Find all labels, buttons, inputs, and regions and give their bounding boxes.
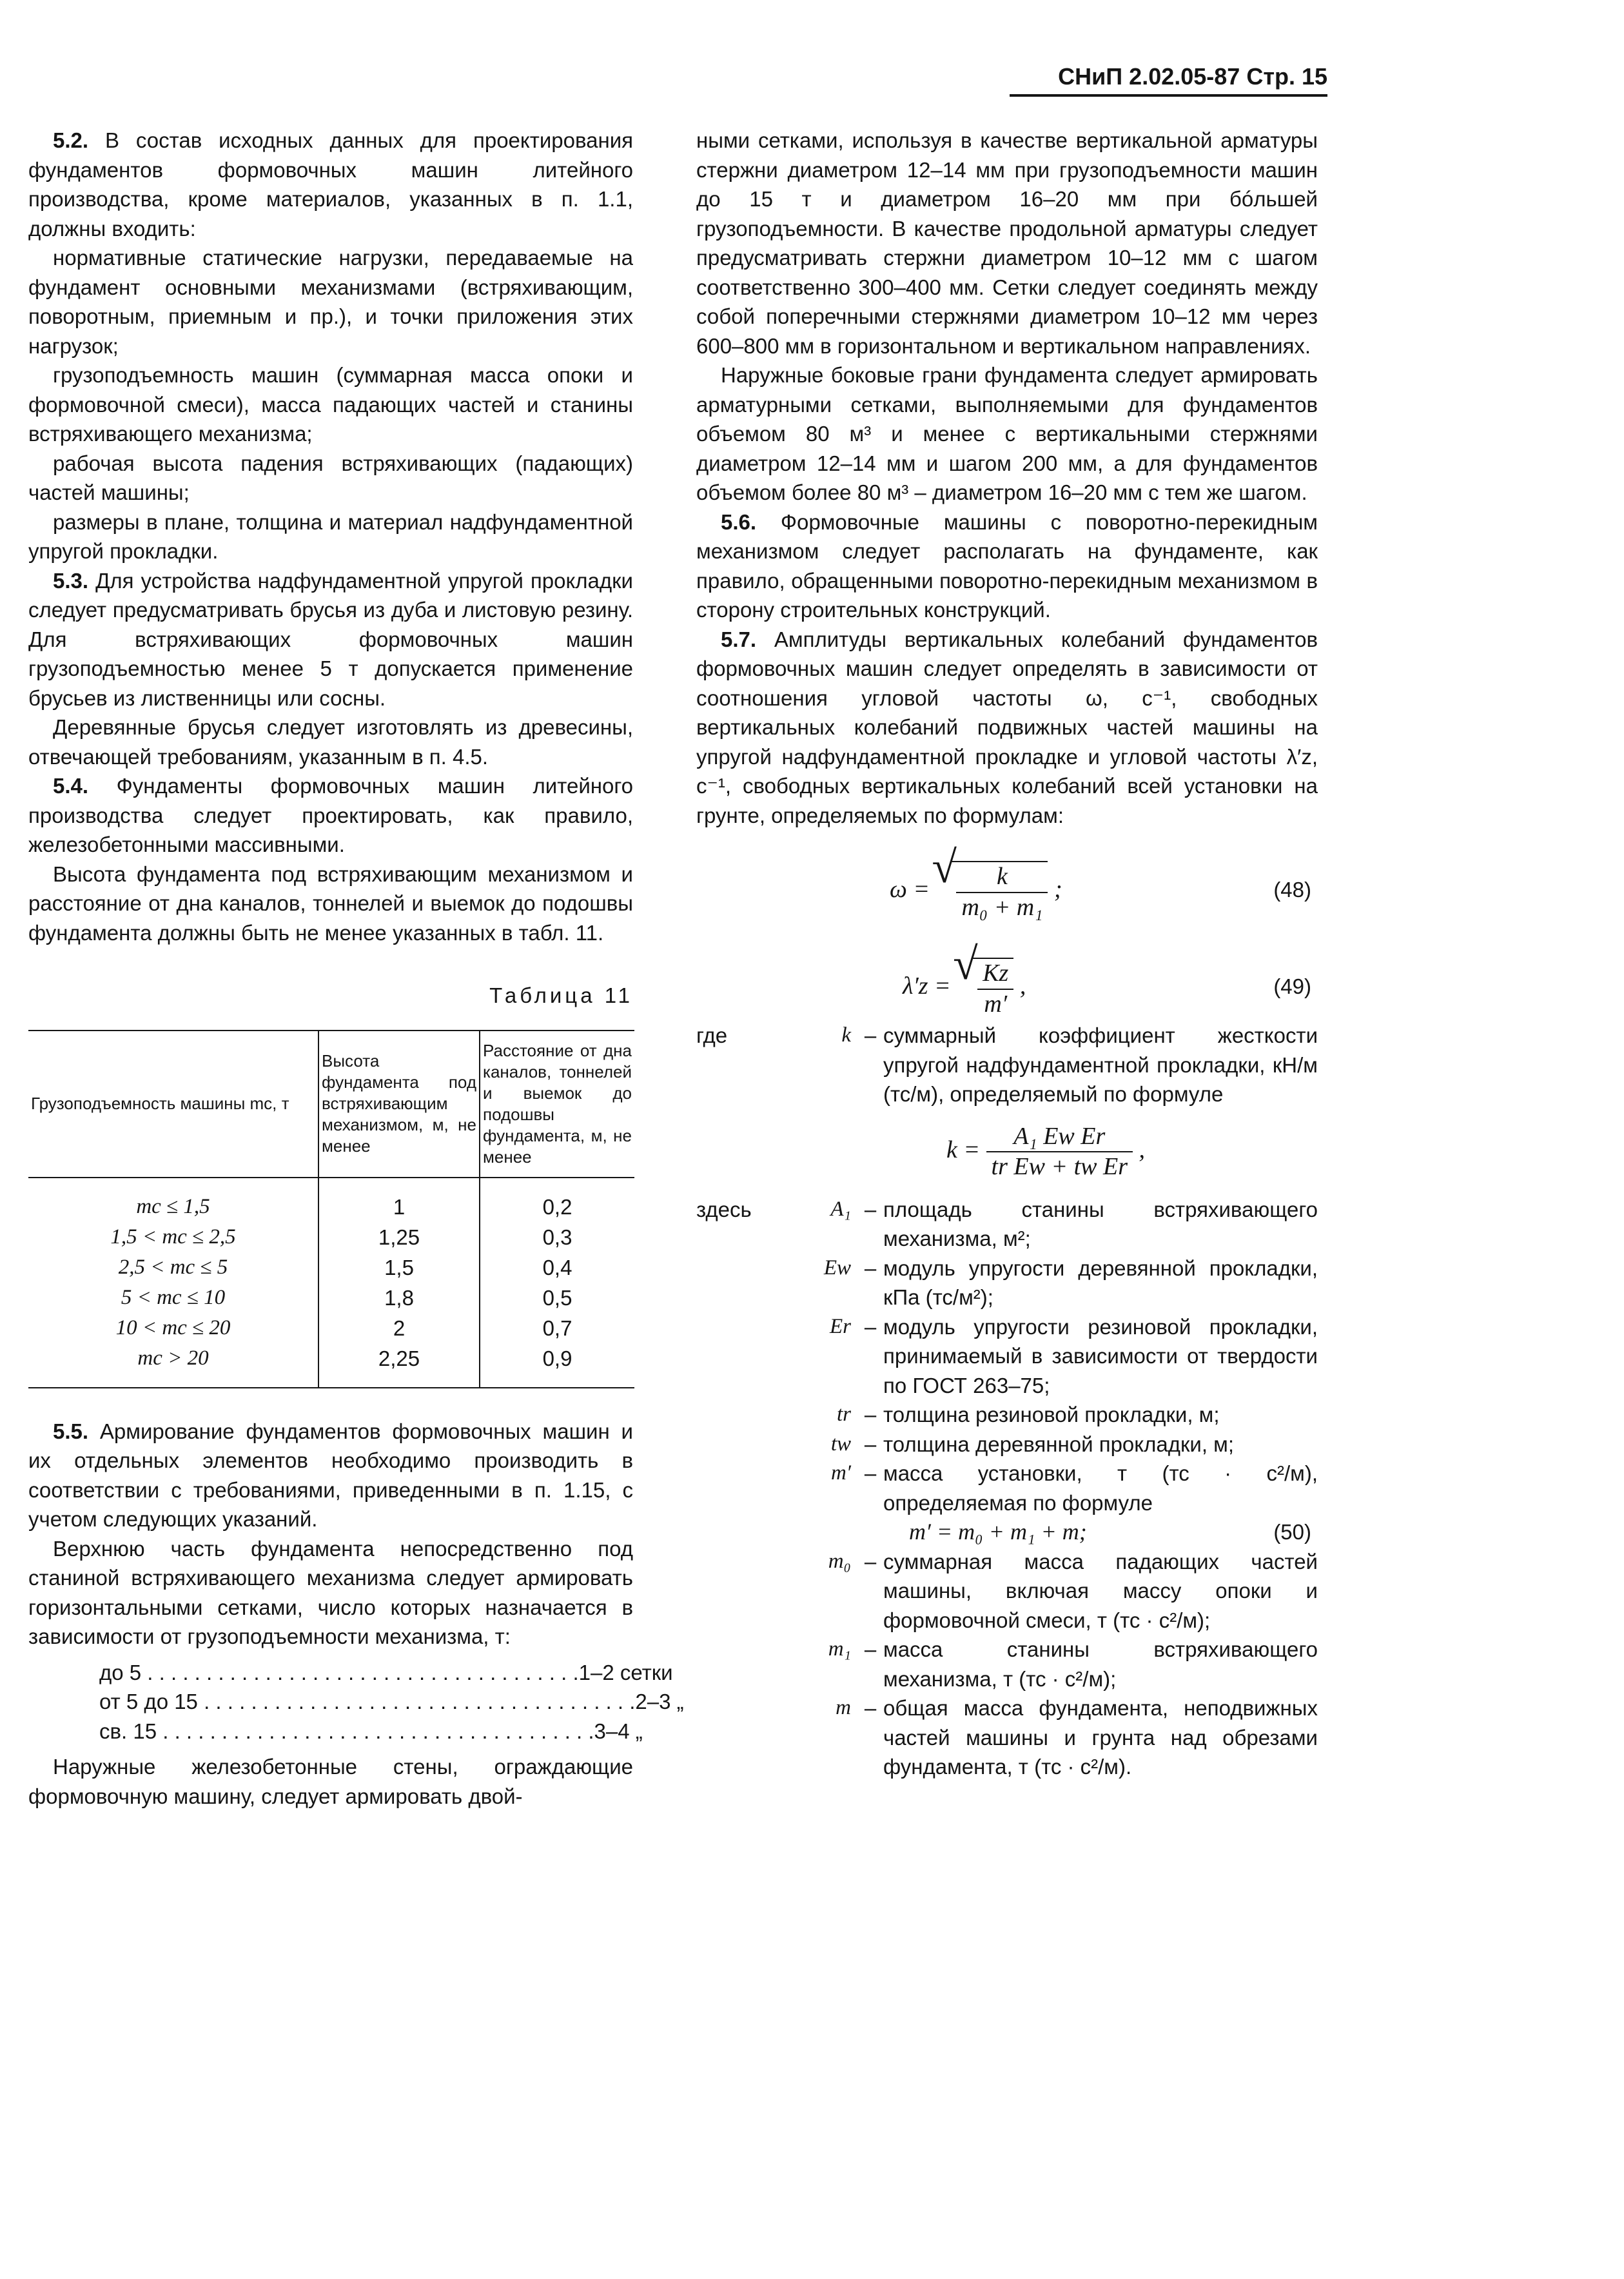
here-label: здесь (696, 1197, 752, 1221)
grade-range: св. 15 (99, 1719, 157, 1743)
left-column (28, 126, 684, 1811)
table-cell: 10 < mс ≤ 20 (28, 1313, 318, 1343)
formula-49 (696, 952, 1318, 1017)
paragraph-text: В состав исходных данных для проектирования фундаментов формовочных машин литейного производства, кроме материалов, указанных в п. 1.1, должны входить: (28, 128, 633, 241)
formula-tail: , (1139, 1136, 1145, 1163)
table-cell: 0,3 (480, 1222, 634, 1252)
table-row (28, 1222, 634, 1252)
definition-text: масса станины встряхивающего механизма, т (тс · с²/м); (883, 1637, 1318, 1691)
definition-dash: – (864, 1403, 877, 1426)
table-cell: 1,5 < mс ≤ 2,5 (28, 1222, 318, 1252)
definition-row (696, 1021, 1318, 1109)
table-cell: 2,25 (318, 1343, 480, 1388)
table-cell: 1,5 (318, 1252, 480, 1283)
definition-symbol: m₁ (828, 1637, 851, 1661)
paragraph-5-7 (696, 625, 1318, 831)
definition-dash: – (864, 1256, 877, 1280)
fraction (977, 959, 1013, 1019)
grade-row (99, 1687, 684, 1717)
paragraph: Деревянные брусья следует изготовлять из древесины, отвечающей требованиям, указанным в п. 4.5. (28, 715, 633, 769)
list-item: нормативные статические нагрузки, передаваемые на фундамент основными механизмами (встряхивающим, поворотным, приемным и пр.), и точки приложения этих нагрузок; (28, 246, 633, 358)
formula-lhs: λ′z = (903, 972, 951, 1000)
paragraph-5-2 (28, 126, 633, 243)
list-item: размеры в плане, толщина и материал надфундаментной упругой прокладки. (28, 509, 633, 563)
table-header-row (28, 1031, 634, 1178)
definition-row (696, 1547, 1318, 1635)
definition-row (696, 1430, 1318, 1459)
paragraph-text: Формовочные машины с поворотно-перекидным механизмом следует располагать на фундаменте, как правило, обращенными поворотно-перекидным механизмом в сторону строительных конструкций. (696, 509, 1318, 622)
paragraph: Наружные боковые грани фундамента следует армировать арматурными сетками, выполняемыми для фундаментов объемом 80 м³ и менее с вертикальными стержнями диаметром 12–14 мм и шагом 200 мм, а для фундаментов объемом более 80 м³ – диаметром 16–20 мм с тем же шагом. (696, 363, 1318, 504)
table-cell: 0,7 (480, 1313, 634, 1343)
table-row (28, 1178, 634, 1222)
definition-text: суммарный коэффициент жесткости упругой надфундаментной прокладки, кН/м (тс/м), определяемый по формуле (883, 1023, 1318, 1106)
paragraph: Верхнюю часть фундамента непосредственно под станиной встряхивающего механизма следует армировать горизонтальными сетками, число которых назначается в зависимости от грузоподъемности механизма, т: (28, 1536, 633, 1648)
table-cell: 2 (318, 1313, 480, 1343)
definition-text: площадь станины встряхивающего механизма, м²; (883, 1197, 1318, 1250)
table-row (28, 1313, 634, 1343)
definition-symbol: Er (830, 1314, 851, 1338)
list-item: рабочая высота падения встряхивающих (падающих) частей машины; (28, 451, 633, 504)
grade-value: 2–3 „ (635, 1690, 684, 1713)
paragraph: Наружные железобетонные стены, ограждающие формовочную машину, следует армировать двой- (28, 1755, 633, 1808)
definition-dash: – (864, 1023, 877, 1047)
formula-tail: , (1019, 972, 1026, 1000)
definition-symbol: m′ (830, 1461, 851, 1485)
grade-row (99, 1717, 643, 1746)
formula-k (774, 1122, 1318, 1182)
paragraph: ными сетками, используя в качестве вертикальной арматуры стержни диаметром 12–14 мм при грузоподъемности машин до 15 т и диаметром 16–20 мм при бóльшей грузоподъемности. В качестве продольной арматуры следует предусматривать стержни диаметром 10–12 мм с шагом соответственно 300–400 мм. Сетки следует соединять между собой поперечными стержнями диаметром 10–12 мм через 600–800 мм в горизонтальном и вертикальном направлениях. (696, 128, 1318, 358)
table-11 (28, 1030, 634, 1388)
formula-tail: ; (1053, 876, 1062, 903)
where-label: где (696, 1023, 728, 1047)
definition-dash: – (864, 1549, 877, 1574)
paragraph-5-5 (28, 1417, 633, 1534)
table-cell: 1 (318, 1178, 480, 1222)
definition-dash: – (864, 1197, 877, 1221)
leader-dots: . . . . . . . . . . . . . . . . . . . . . . . . . . . . . . . . . . . . . (141, 1660, 579, 1684)
grade-range: до 5 (99, 1660, 142, 1684)
table-cell: 1,8 (318, 1283, 480, 1313)
table-cell: 0,4 (480, 1252, 634, 1283)
denominator: m′ (984, 990, 1008, 1018)
table-header-cell: Высота фундамента под встряхивающим механизмом, м, не менее (318, 1031, 480, 1178)
definition-symbol: m₀ (828, 1549, 851, 1573)
formula-lhs: ω = (890, 876, 930, 903)
grade-value: 1–2 сетки (578, 1660, 673, 1684)
table-header-cell: Расстояние от дна каналов, тоннелей и выемок до подошвы фундамента, м, не менее (480, 1031, 634, 1178)
definition-row (696, 1693, 1318, 1782)
formula-number: (48) (1273, 878, 1311, 902)
definition-dash: – (864, 1696, 877, 1720)
sqrt-sign (951, 861, 1048, 922)
sqrt-sign (972, 958, 1013, 1019)
formula-50 (909, 1517, 1318, 1547)
definitions (696, 1021, 1318, 1782)
denominator: tr Ew + tw Er (991, 1153, 1128, 1180)
table-caption: Таблица 11 (489, 983, 633, 1007)
formula-number: (50) (1273, 1520, 1311, 1544)
definition-row (696, 1254, 1318, 1312)
formula-lhs: k = (946, 1136, 981, 1163)
page-header: СНиП 2.02.05-87 Стр. 15 (1010, 63, 1327, 97)
table-cell: mс > 20 (28, 1343, 318, 1388)
fraction (956, 862, 1048, 922)
numerator: √ k (956, 862, 1048, 893)
paragraph-text: Фундаменты формовочных машин литейного производства следует проектировать, как правило, железобетонными массивными. (28, 774, 633, 856)
fraction (986, 1122, 1133, 1182)
clause-number: 5.4. (53, 774, 89, 798)
table-cell: 0,2 (480, 1178, 634, 1222)
paragraph-text: Для устройства надфундаментной упругой прокладки следует предусматривать брусья из дуба и листовую резину. Для встряхивающих формовочных машин грузоподъемностью менее 5 т допускается применение брусьев из лиственницы или сосны. (28, 568, 633, 710)
definition-symbol: k (841, 1023, 851, 1047)
grade-value: 3–4 „ (594, 1719, 643, 1743)
paragraph-5-3 (28, 566, 633, 713)
clause-number: 5.5. (53, 1419, 89, 1443)
paragraph-text: Амплитуды вертикальных колебаний фундаментов формовочных машин следует определять в зависимости от соотношения угловой частоты ω, с⁻¹, свободных вертикальных колебаний подвижных частей машины на упругой надфундаментной прокладке и угловой частоты λ′z, с⁻¹, свободных вертикальных колебаний всей установки на грунте, определяемых по формулам: (696, 627, 1318, 827)
grade-range: от 5 до 15 (99, 1690, 198, 1713)
table-header-cell: Грузоподъемность машины mс, т (28, 1031, 318, 1178)
table-cell: 5 < mс ≤ 10 (28, 1283, 318, 1313)
definition-symbol: tw (830, 1432, 851, 1455)
paragraph-text: Армирование фундаментов формовочных машин и их отдельных элементов необходимо производить в соответствии с требованиями, приведенными в п. 1.15, с учетом следующих указаний. (28, 1419, 633, 1531)
table-cell: 1,25 (318, 1222, 480, 1252)
clause-number: 5.6. (721, 509, 757, 534)
definition-symbol: m (836, 1696, 851, 1719)
list-item: грузоподъемность машин (суммарная масса опоки и формовочной смеси), масса падающих частей и станины встряхивающего механизма; (28, 363, 633, 446)
paragraph-5-6 (696, 508, 1318, 625)
table-cell: mс ≤ 1,5 (28, 1178, 318, 1222)
definition-symbol: tr (836, 1403, 851, 1426)
formula-number: (49) (1273, 974, 1311, 998)
grade-row (99, 1658, 673, 1688)
numerator: A₁ Ew Er (986, 1122, 1133, 1153)
definition-row (696, 1635, 1318, 1693)
leader-dots: . . . . . . . . . . . . . . . . . . . . . . . . . . . . . . . . . . . . . (157, 1719, 594, 1743)
definition-symbol: Ew (823, 1256, 851, 1279)
denominator: m₀ + m₁ (961, 893, 1043, 921)
definition-text: толщина резиновой прокладки, м; (883, 1403, 1220, 1426)
definition-dash: – (864, 1637, 877, 1661)
definition-text: суммарная масса падающих частей машины, включая массу опоки и формовочной смеси, т (тс · с²/м); (883, 1549, 1318, 1632)
definition-text: модуль упругости резиновой прокладки, принимаемый в зависимости от твердости по ГОСТ 263–75; (883, 1314, 1318, 1397)
definition-row (696, 1459, 1318, 1517)
clause-number: 5.7. (721, 627, 757, 651)
formula-body: m′ = m₀ + m₁ + m; (909, 1519, 1087, 1544)
definition-text: модуль упругости деревянной прокладки, кПа (тс/м²); (883, 1256, 1318, 1309)
table-cell: 0,9 (480, 1343, 634, 1388)
leader-dots: . . . . . . . . . . . . . . . . . . . . . . . . . . . . . . . . . . . . . (197, 1690, 636, 1713)
definition-row (696, 1312, 1318, 1401)
table-cell: 0,5 (480, 1283, 634, 1313)
right-column (696, 126, 1318, 1782)
definition-dash: – (864, 1432, 877, 1456)
definition-dash: – (864, 1461, 877, 1485)
definition-text: масса установки, т (тс · с²/м), определяемая по формуле (883, 1461, 1318, 1515)
definition-dash: – (864, 1314, 877, 1339)
definition-text: общая масса фундамента, неподвижных частей машины и грунта над обрезами фундамента, т (тс · с²/м). (883, 1696, 1318, 1779)
paragraph: Высота фундамента под встряхивающим механизмом и расстояние от дна каналов, тоннелей и выемок до подошвы фундамента должны быть не менее указанных в табл. 11. (28, 862, 633, 945)
definition-text: толщина деревянной прокладки, м; (883, 1432, 1235, 1456)
clause-number: 5.2. (53, 128, 89, 152)
formula-48 (696, 856, 1318, 920)
table-row (28, 1252, 634, 1283)
clause-number: 5.3. (53, 568, 89, 593)
definition-symbol: A₁ (830, 1197, 851, 1221)
paragraph-5-4 (28, 771, 633, 860)
table-row (28, 1283, 634, 1313)
definition-row (696, 1195, 1318, 1254)
table-cell: 2,5 < mс ≤ 5 (28, 1252, 318, 1283)
table-row (28, 1343, 634, 1388)
definition-row (696, 1400, 1318, 1430)
numerator: √ Kz (977, 959, 1013, 990)
